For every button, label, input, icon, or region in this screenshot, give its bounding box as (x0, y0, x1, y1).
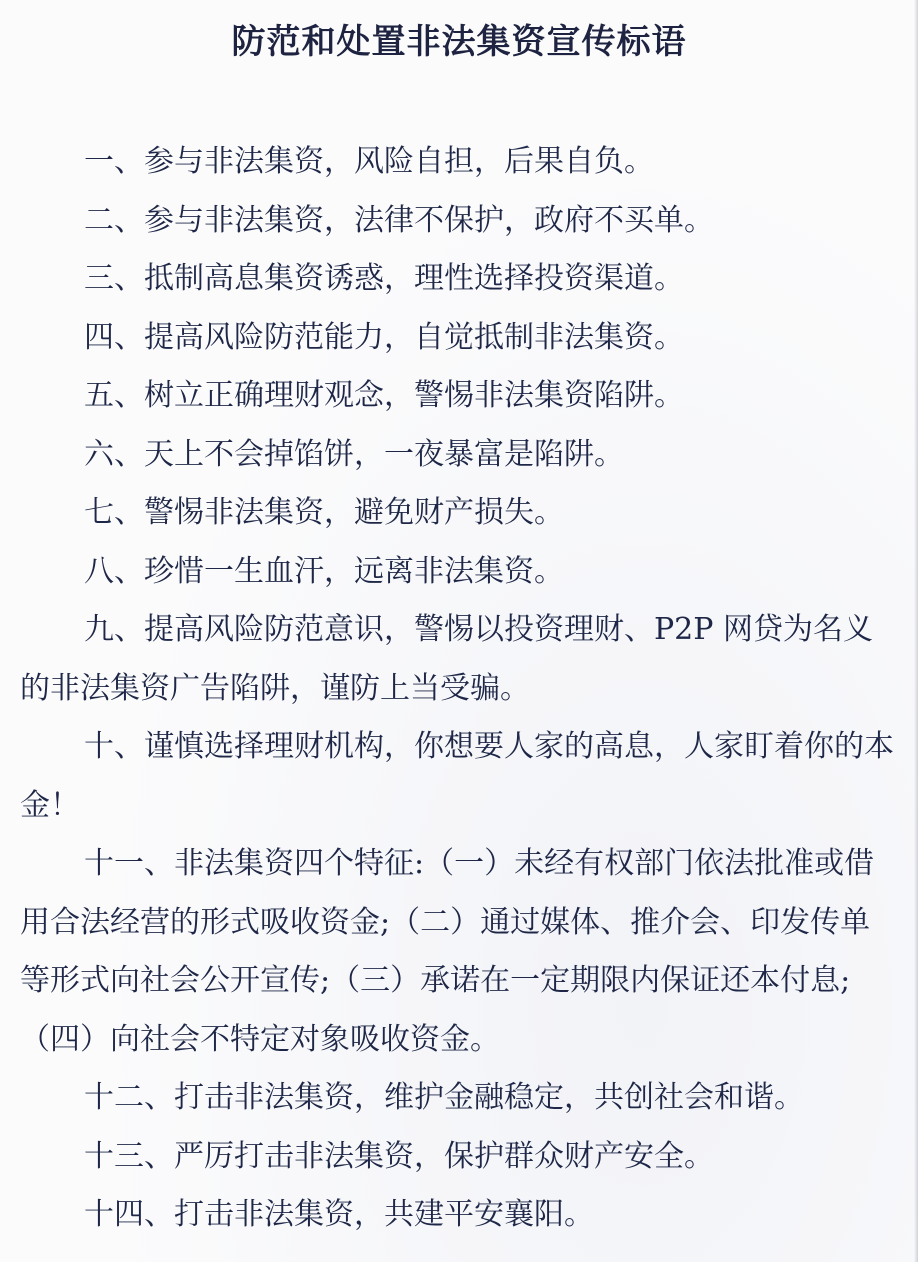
slogan-item-11: 十一、非法集资四个特征:（一）未经有权部门依法批准或借用合法经营的形式吸收资金;（二）通过媒体、推介会、印发传单等形式向社会公开宣传;（三）承诺在一定期限内保证还本付息;（四）向社会不特定对象吸收资金。 (20, 846, 875, 1057)
slogan-item-8: 八、珍惜一生血汗，远离非法集资。 (84, 553, 564, 589)
slogan-item-1: 一、参与非法集资，风险自担，后果自负。 (84, 144, 654, 179)
slogan-item-12: 十二、打击非法集资，维护金融稳定，共创社会和谐。 (84, 1080, 804, 1115)
slogan-item-4: 四、提高风险防范能力，自觉抵制非法集资。 (84, 319, 684, 355)
document-title: 防范和处置非法集资宣传标语 (231, 22, 687, 62)
slogan-list (20, 133, 900, 1245)
slogan-item-14: 十四、打击非法集资，共建平安襄阳。 (84, 1197, 594, 1232)
slogan-item-10: 十、谨慎选择理财机构，你想要人家的高息，人家盯着你的本金！ (20, 729, 894, 823)
scan-edge-shadow (914, 0, 918, 1262)
slogan-item-6: 六、天上不会掉馅饼，一夜暴富是陷阱。 (84, 436, 624, 472)
slogan-item-9: 九、提高风险防范意识，警惕以投资理财、P2P 网贷为名义的非法集资广告陷阱，谨防上当受骗。 (20, 612, 873, 706)
slogan-item-7: 七、警惕非法集资，避免财产损失。 (84, 495, 564, 530)
slogan-item-3: 三、抵制高息集资诱惑，理性选择投资渠道。 (84, 261, 684, 296)
slogan-item-13: 十三、严厉打击非法集资，保护群众财产安全。 (84, 1138, 714, 1174)
slogan-item-2: 二、参与非法集资，法律不保护，政府不买单。 (84, 202, 714, 238)
slogan-item-5: 五、树立正确理财观念，警惕非法集资陷阱。 (84, 378, 684, 413)
